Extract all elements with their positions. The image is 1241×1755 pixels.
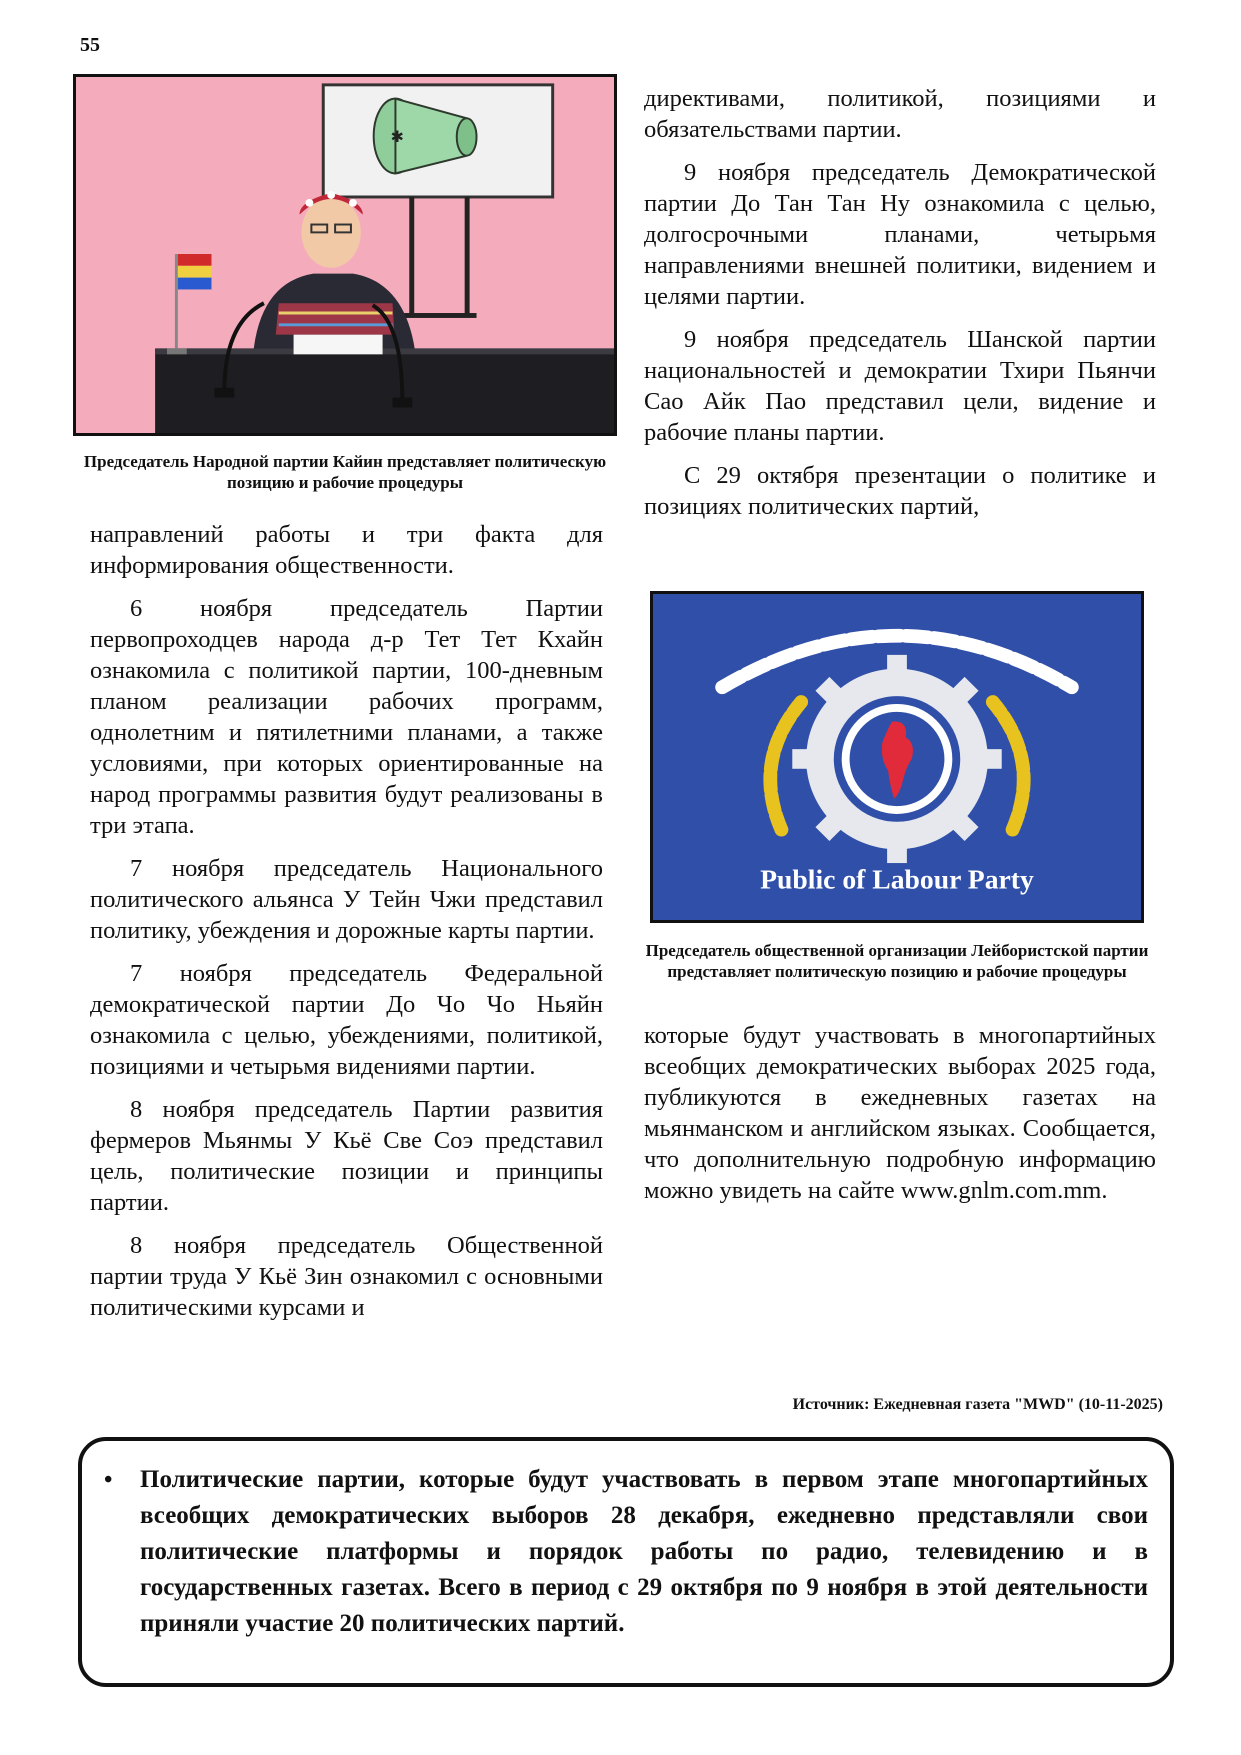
summary-text: Политические партии, которые будут участвовать в первом этапе многопартийных всеобщих демократических выборов 28 декабря, ежедневно представляли свои политические платформы и порядок работы по радио, телевидению и в государственных газетах. Всего в период с 29 октября по 9 ноября в этой деятельности приняли участие 20 политических партий. (140, 1466, 1148, 1637)
summary-item (104, 1462, 1148, 1642)
speaker-photo (73, 74, 617, 436)
paragraph: 6 ноября председатель Партии первопроходцев народа д-р Тет Тет Кхайн ознакомила с политикой партии, 100-дневным планом реализации рабочих программ, однолетним и пятилетними планами, а также условиями, при которых ориентированные на народ программы развития будут реализованы в три этапа. (90, 595, 603, 839)
paragraph: 8 ноября председатель Общественной партии труда У Кьё Зин ознакомил с основными политическими курсами и (90, 1232, 603, 1321)
party-logo-illustration (653, 594, 1141, 920)
source-note: Источник: Ежедневная газета "MWD" (10-11-2025) (792, 1396, 1163, 1413)
party-logo-text: Public of Labour Party (760, 863, 1034, 895)
paragraph: 9 ноября председатель Шанской партии национальностей и демократии Тхири Пьянчи Сао Айк Пао представил цели, видение и рабочие планы партии. (644, 326, 1156, 446)
paragraph: направлений работы и три факта для информирования общественности. (90, 521, 603, 579)
paragraph: 7 ноября председатель Федеральной демократической партии До Чо Чо Ньяйн ознакомила с целью, убеждениями, политикой, позициями и четырьмя видениями партии. (90, 960, 603, 1080)
svg-text:✱: ✱ (390, 126, 404, 146)
paragraph: С 29 октября презентации о политике и позициях политических партий, (644, 462, 1156, 520)
paragraph: 7 ноября председатель Национального политического альянса У Тейн Чжи представил политику, убеждения и дорожные карты партии. (90, 855, 603, 944)
right-column-top (644, 83, 1156, 534)
bullet-icon: • (104, 1467, 113, 1493)
page-number: 55 (80, 34, 100, 56)
party-logo-caption: Председатель общественной организации Лейбористской партии представляет политическую позицию и рабочие процедуры (645, 941, 1149, 981)
paragraph: 8 ноября председатель Партии развития фермеров Мьянмы У Кьё Све Соэ представил цель, политические позиции и принципы партии. (90, 1096, 603, 1216)
summary-box (78, 1437, 1174, 1687)
right-column-bottom (644, 1020, 1156, 1218)
party-logo-image (650, 591, 1144, 923)
speaker-photo-caption: Председатель Народной партии Кайин представляет политическую позицию и рабочие процедуры (83, 452, 607, 492)
summary-list (104, 1462, 1148, 1642)
left-column (90, 519, 603, 1335)
speaker-photo-illustration (76, 77, 614, 433)
paragraph: 9 ноября председатель Демократической партии До Тан Тан Ну ознакомила с целью, долгосрочными планами, четырьмя направлениями внешней политики, видением и целями партии. (644, 159, 1156, 310)
paragraph: директивами, политикой, позициями и обязательствами партии. (644, 85, 1156, 143)
paragraph: которые будут участвовать в многопартийных всеобщих демократических выборах 2025 года, публикуются в ежедневных газетах на мьянманском и английском языках. Сообщается, что дополнительную подробную информацию можно увидеть на сайте www.gnlm.com.mm. (644, 1022, 1156, 1204)
